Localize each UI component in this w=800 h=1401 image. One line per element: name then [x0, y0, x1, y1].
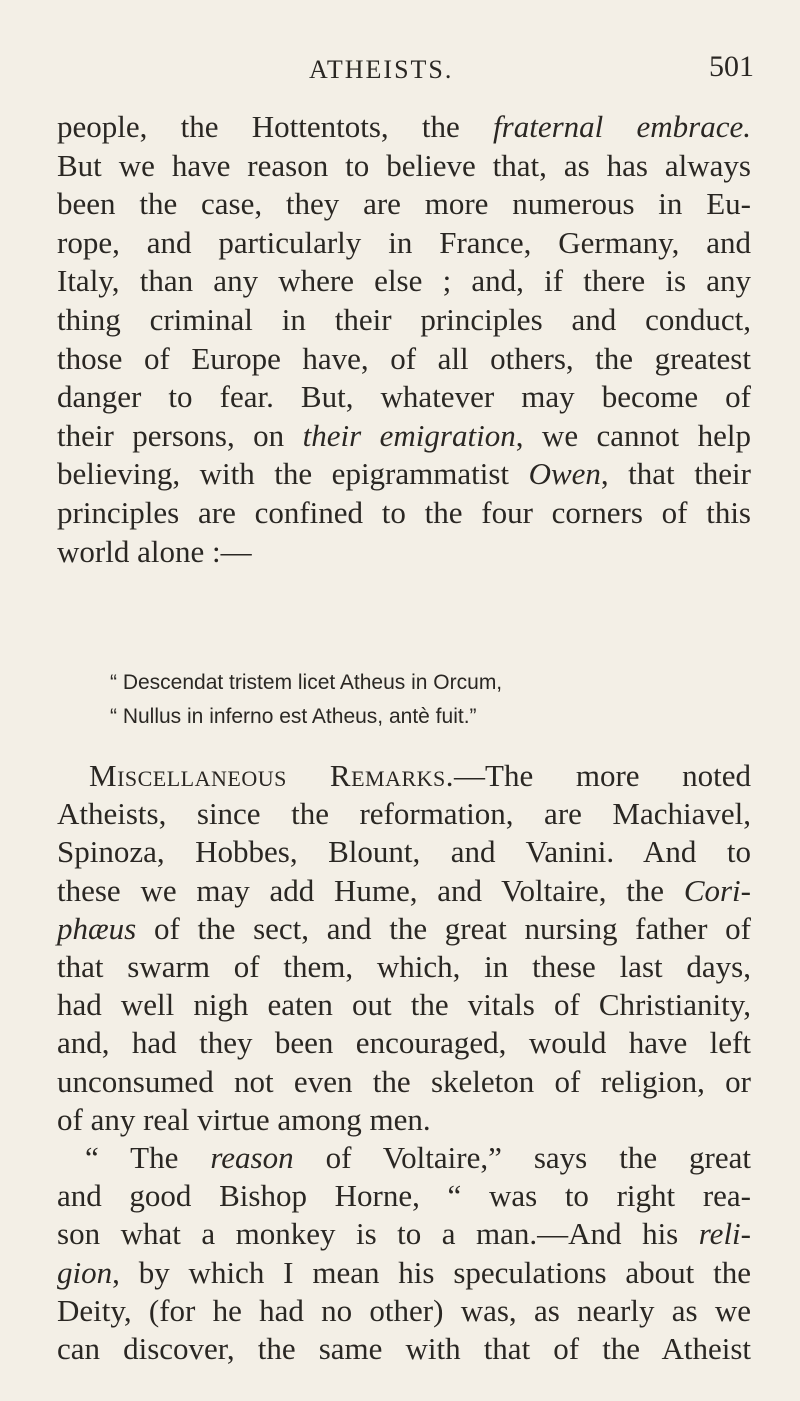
emphasis-text: Owen: [528, 456, 601, 492]
emphasis-text: reason: [210, 1140, 294, 1176]
epigram-line: “ Nullus in inferno est Atheus, antè fuit.”: [110, 705, 477, 728]
text-line: rope, and particularly in France, Germany, and: [57, 224, 751, 260]
text-span: son what a monkey is to a man.—And his: [57, 1216, 699, 1252]
text-span: “ The: [85, 1140, 211, 1176]
text-line: Atheists, since the reformation, are Machiavel,: [57, 796, 751, 832]
emphasis-text: phæus: [57, 910, 137, 946]
epigram-line: “ Descendat tristem licet Atheus in Orcum,: [110, 671, 503, 694]
text-span: of the sect, and the great nursing father of: [136, 910, 751, 946]
text-span: —The more noted: [454, 758, 751, 793]
emphasis-text: Cori-: [683, 872, 751, 908]
text-line: those of Europe have, of all others, the greatest: [57, 340, 751, 376]
text-line: had well nigh eaten out the vitals of Christianity,: [57, 987, 751, 1023]
latin-epigram: [110, 666, 710, 734]
text-line: [57, 108, 751, 147]
text-line: [57, 455, 751, 494]
text-line: [57, 872, 751, 910]
text-line: Deity, (for he had no other) was, as nearly as we: [57, 1292, 751, 1328]
text-line: unconsumed not even the skeleton of religion, or: [57, 1063, 751, 1099]
text-line: world alone :—: [57, 533, 252, 569]
text-span: people, the Hottentots, the: [57, 109, 494, 144]
text-line: and, had they been encouraged, would have left: [57, 1025, 751, 1061]
section-miscellaneous-remarks: [57, 757, 751, 1368]
emphasis-text: fraternal embrace.: [493, 109, 751, 144]
text-line: can discover, the same with that of the Atheist: [57, 1331, 751, 1367]
text-line: principles are confined to the four corners of this: [57, 494, 751, 530]
text-span: , that their: [600, 456, 751, 492]
text-line: thing criminal in their principles and conduct,: [57, 301, 751, 337]
page-number: 501: [709, 50, 754, 83]
running-head-title: ATHEISTS.: [309, 55, 454, 84]
text-line: danger to fear. But, whatever may become of: [57, 379, 751, 415]
text-span: these we may add Hume, and Voltaire, the: [57, 872, 684, 908]
text-span: believing, with the epigrammatist: [57, 456, 529, 492]
text-line: [57, 1139, 751, 1177]
paragraph-atheists-europe: [57, 108, 751, 571]
text-line: But we have reason to believe that, as has always: [57, 147, 751, 183]
text-line: [57, 1254, 751, 1292]
section-heading: Miscellaneous Remarks.: [89, 758, 455, 793]
text-span: their persons, on: [57, 417, 303, 453]
text-span: of Voltaire,” says the great: [293, 1140, 751, 1176]
running-head: [0, 50, 800, 90]
text-line: [57, 757, 751, 795]
text-span: , we cannot help: [515, 417, 751, 453]
text-line: [57, 417, 751, 456]
text-line: [57, 910, 751, 948]
text-span: , by which I mean his speculations about the: [112, 1254, 751, 1290]
text-line: been the case, they are more numerous in Eu-: [57, 186, 751, 222]
text-line: and good Bishop Horne, “ was to right rea-: [57, 1178, 751, 1214]
text-line: of any real virtue among men.: [57, 1101, 431, 1137]
text-line: Italy, than any where else ; and, if there is any: [57, 263, 751, 299]
emphasis-text: their emigration: [302, 417, 516, 453]
emphasis-text: reli-: [698, 1216, 751, 1252]
text-line: [57, 1215, 751, 1253]
text-line: Spinoza, Hobbes, Blount, and Vanini. And to: [57, 834, 751, 870]
emphasis-text: gion: [57, 1254, 113, 1290]
text-line: that swarm of them, which, in these last days,: [57, 949, 751, 985]
